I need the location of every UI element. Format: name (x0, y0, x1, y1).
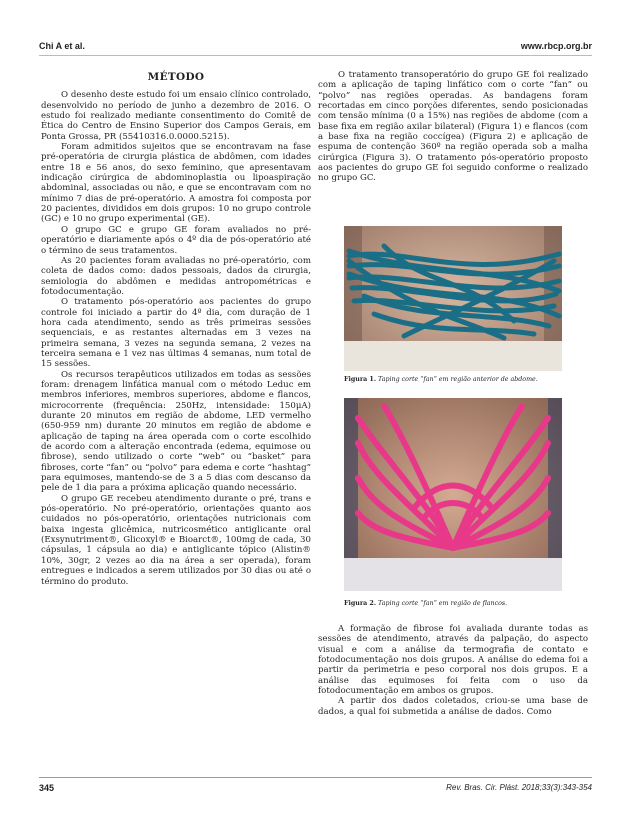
body-paragraph: A formação de fibrose foi avaliada durante todas as sessões de atendimento, através da palpação, do aspecto visual e com a análise da termografia de contato e fotodocumentação nos dois grupos. A análise do edema foi a partir da perimetria e peso corporal nos dois grupos. E a análise das equimoses foi feita com o uso da fotodocumentação em ambos os grupos. (318, 624, 588, 697)
right-column-top (318, 70, 588, 184)
section-title: MÉTODO (147, 71, 205, 83)
body-paragraph: O grupo GC e grupo GE foram avaliados no pré-operatório e diariamente após o 4º dia de pós-operatório até o término de seus tratamentos. (41, 224, 311, 256)
figure-2-photo (344, 398, 562, 591)
figure-2-label: Figura 2. (344, 600, 377, 607)
journal-citation: Rev. Bras. Cir. Plást. 2018;33(3):343-354 (446, 783, 592, 792)
right-bottom-paragraphs (318, 624, 588, 717)
body-paragraph: A partir dos dados coletados, criou-se uma base de dados, a qual foi submetida a análise de dados. Como (318, 696, 588, 717)
body-paragraph: O grupo GE recebeu atendimento durante o pré, trans e pós-operatório. No pré-operatório, orientações quanto aos cuidados no pós-operatório, orientações nutricionais com baixa ingesta glicêmica, nutricosmético antiglicante oral (Exsynutriment®, Glicoxyl® e Bioarct®, 100mg de cada, 30 cápsulas, 1 cápsula ao dia) e antiglicante tópico (Alistin® 10%, 30gr, 2 vezes ao dia na área a ser operada), foram entregues e indicados a serem utilizados por 30 dias ou até o término do produto. (41, 493, 311, 587)
running-header-authors: Chi A et al. (39, 41, 85, 51)
figure-1-caption (344, 376, 584, 384)
figure-1-label: Figura 1. (344, 376, 377, 383)
body-paragraph: O desenho deste estudo foi um ensaio clínico controlado, desenvolvido no período de junho a dezembro de 2016. O estudo foi realizado mediante consentimento do Comitê de Ética do Centro de Ensino Superior dos Campos Gerais, em Ponta Grossa, PR (55410316.0.0000.5215). (41, 90, 311, 142)
right-top-paragraphs (318, 70, 588, 184)
body-paragraph: O tratamento transoperatório do grupo GE foi realizado com a aplicação de taping linfático com o corte “fan” ou “polvo” nas regiões operadas. As bandagens foram recortadas em cinco porções diferentes, sendo posicionadas com tensão mínima (0 a 15%) nas regiões de abdome (com a base fixa em região axilar bilateral) (Figura 1) e flancos (com a base fixa na região coccígea) (Figura 2) e aplicação de espuma de contenção 360º na região operada sob a malha cirúrgica (Figura 3). O tratamento pós-operatório proposto aos pacientes do grupo GE foi seguido conforme o realizado no grupo GC. (318, 70, 588, 184)
footer-rule (39, 777, 592, 778)
header-rule (39, 55, 592, 56)
body-paragraph: Foram admitidos sujeitos que se encontravam na fase pré-operatória de cirurgia plástica de abdômen, com idades entre 18 e 56 anos, do sexo feminino, que apresentavam indicação cirúrgica de abdominoplastia ou lipoaspiração abdominal, associadas ou não, e que se encontravam com no mínimo 7 dias de pré-operatório. A amostra foi composta por 20 pacientes, divididos em dois grupos: 10 no grupo controle (GC) e 10 no grupo experimental (GE). (41, 142, 311, 225)
page-number: 345 (39, 783, 55, 793)
right-column-bottom (318, 624, 588, 717)
left-column (41, 70, 311, 587)
left-paragraphs (41, 90, 311, 587)
figure-1-caption-text: Taping corte “fan” em região anterior de abdome. (378, 376, 538, 383)
figure-1-photo (344, 226, 562, 371)
figure-2-caption-text: Taping corte “fan” em região de flancos. (378, 600, 508, 607)
body-paragraph: O tratamento pós-operatório aos pacientes do grupo controle foi iniciado a partir do 4º dia, com duração de 1 hora cada atendimento, sendo as três primeiras sessões sequenciais, e as restantes alternadas em 3 vezes na primeira semana, 3 vezes na segunda semana, 2 vezes na terceira semana e 1 vez nas últimas 4 semanas, num total de 15 sessões. (41, 297, 311, 370)
figure-2-caption (344, 600, 584, 608)
body-paragraph: As 20 pacientes foram avaliadas no pré-operatório, com coleta de dados como: dados pessoais, dados da cirurgia, semiologia do abdômen e medidas antropométricas e fotodocumentação. (41, 255, 311, 297)
body-paragraph: Os recursos terapêuticos utilizados em todas as sessões foram: drenagem linfática manual com o método Leduc em membros inferiores, membros superiores, abdome e flancos, microcorrente (frequência: 250Hz, intensidade: 150μA) durante 20 minutos em região de abdome, LED vermelho (650-959 nm) durante 20 minutos em região de abdome e aplicação de taping na área operada com o corte escolhido de acordo com a alteração encontrada (edema, equimose ou fibrose), sendo utilizado o corte “web” ou “basket” para fibroses, corte “fan” ou “polvo” para edema e corte “hashtag” para equimoses, mantendo-se de 3 a 5 dias com descanso da pele de 1 dia para a próxima aplicação quando necessário. (41, 369, 311, 494)
running-header-website[interactable]: www.rbcp.org.br (520, 41, 592, 51)
